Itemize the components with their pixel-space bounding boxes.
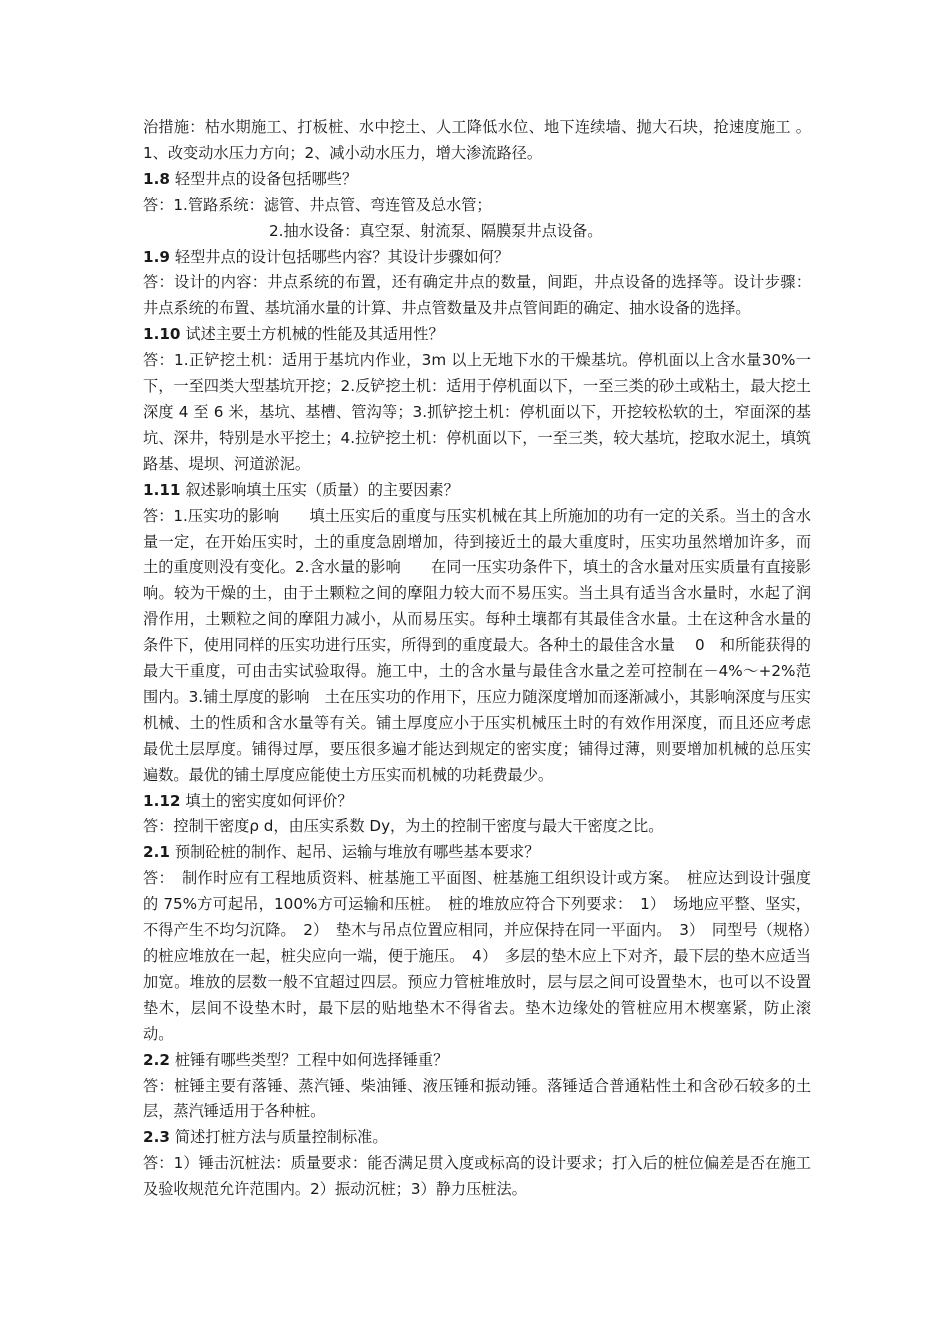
question-text: 叙述影响填土压实（质量）的主要因素？ [185,480,459,499]
question-number: 2.3 [143,1128,170,1147]
answer: 答：控制干密度ρ d，由压实系数 Dy，为土的控制干密度与最大干密度之比。 [143,817,664,836]
question-number: 1.12 [143,791,181,810]
question-text: 预制砼桩的制作、起吊、运输与堆放有哪些基本要求？ [174,843,540,862]
question-heading [143,322,811,348]
answer: 答： 制作时应有工程地质资料、桩基施工平面图、桩基施工组织设计或方案。 桩应达到设计强度的 75%方可起吊，100%方可运输和压桩。 桩的堆放应符合下列要求： 1） 场地应平整、坚实，不得产生不均匀沉降。 2） 垫木与吊点位置应相同，并应保持在同一平面内。 3） 同型号（规格）的桩应堆放在一起，桩尖应向一端，便于施压。 4） 多层的垫木应上下对齐，最下层的垫木应适当加宽。堆放的层数一般不宜超过四层。预应力管桩堆放时，层与层之间可设置垫木，也可以不设置垫木，层间不设垫木时，最下层的贴地垫木不得省去。垫木边缘处的管桩应用木楔塞紧，防止滚动。 [143,869,811,1043]
question-heading [143,478,811,504]
answer: 答：1.压实功的影响 填土压实后的重度与压实机械在其上所施加的功有一定的关系。当土的含水量一定，在开始压实时，土的重度急剧增加，待到接近土的最大重度时，压实功虽然增加许多，而土的重度则没有变化。2.含水量的影响 在同一压实功条件下，填土的含水量对压实质量有直接影响。较为干燥的土，由于土颗粒之间的摩阻力较大而不易压实。当土具有适当含水量时，水起了润滑作用，土颗粒之间的摩阻力减小，从而易压实。每种土壤都有其最佳含水量。土在这种含水量的条件下，使用同样的压实功进行压实，所得到的重度最大。各种土的最佳含水量 0 和所能获得的最大干重度，可由击实试验取得。施工中，土的含水量与最佳含水量之差可控制在－4%～+2%范围内。3.铺土厚度的影响 土在压实功的作用下，压应力随深度增加而逐渐减小，其影响深度与压实机械、土的性质和含水量等有关。铺土厚度应小于压实机械压土时的有效作用深度，而且还应考虑最优土层厚度。铺得过厚，要压很多遍才能达到规定的密实度；铺得过薄，则要增加机械的总压实遍数。最优的铺土厚度应能使土方压实而机械的功耗费最少。 [143,506,811,784]
question-heading [143,1125,811,1151]
question-text: 试述主要土方机械的性能及其适用性？ [185,325,444,344]
question-number: 1.11 [143,480,181,499]
question-number: 1.8 [143,169,170,188]
answer: 答：1.正铲挖土机：适用于基坑内作业，3m 以上无地下水的干燥基坑。停机面以上含水量30%一下，一至四类大型基坑开挖；2.反铲挖土机：适用于停机面以下，一至三类的砂土或粘土，最大挖土深度 4 至 6 米，基坑、基槽、管沟等；3.抓铲挖土机：停机面以下，开挖较松软的土，窄面深的基坑、深井，特别是水平挖土；4.拉铲挖土机：停机面以下，一至三类，较大基坑，挖取水泥土，填筑路基、堤坝、河道淤泥。 [143,351,811,473]
answer: 答：1）锤击沉桩法：质量要求：能否满足贯入度或标高的设计要求；打入后的桩位偏差是否在施工及验收规范允许范围内。2）振动沉桩；3）静力压桩法。 [143,1154,811,1199]
question-heading [143,1048,811,1074]
paragraph: 治措施：枯水期施工、打板桩、水中挖土、人工降低水位、地下连续墙、抛大石块，抢速度施工 。1、改变动水压力方向；2、减小动水压力，增大渗流路径。 [143,118,811,162]
question-number: 1.9 [143,247,170,266]
question-heading [143,840,811,866]
question-text: 轻型井点的设备包括哪些？ [174,169,358,188]
question-heading [143,245,811,271]
answer: 答：桩锤主要有落锤、蒸汽锤、柴油锤、液压锤和振动锤。落锤适合普通粘性土和含砂石较多的土层，蒸汽锤适用于各种桩。 [143,1076,811,1121]
answer: 答：1.管路系统：滤管、井点管、弯连管及总水管； [143,195,492,214]
question-number: 2.2 [143,1050,170,1069]
question-text: 桩锤有哪些类型？工程中如何选择锤重？ [174,1050,449,1069]
question-number: 1.10 [143,325,181,344]
question-heading [143,789,811,815]
question-number: 2.1 [143,843,170,862]
question-text: 填土的密实度如何评价？ [185,791,353,810]
document-body [143,115,811,1203]
question-text: 轻型井点的设计包括哪些内容？其设计步骤如何？ [174,247,510,266]
answer: 答：设计的内容：井点系统的布置，还有确定井点的数量，间距，井点设备的选择等。设计步骤：井点系统的布置、基坑涌水量的计算、井点管数量及井点管间距的确定、抽水设备的选择。 [143,273,811,318]
question-text: 简述打桩方法与质量控制标准。 [174,1128,388,1147]
question-heading [143,167,811,193]
answer: 2.抽水设备：真空泵、射流泵、隔膜泵井点设备。 [269,221,603,240]
